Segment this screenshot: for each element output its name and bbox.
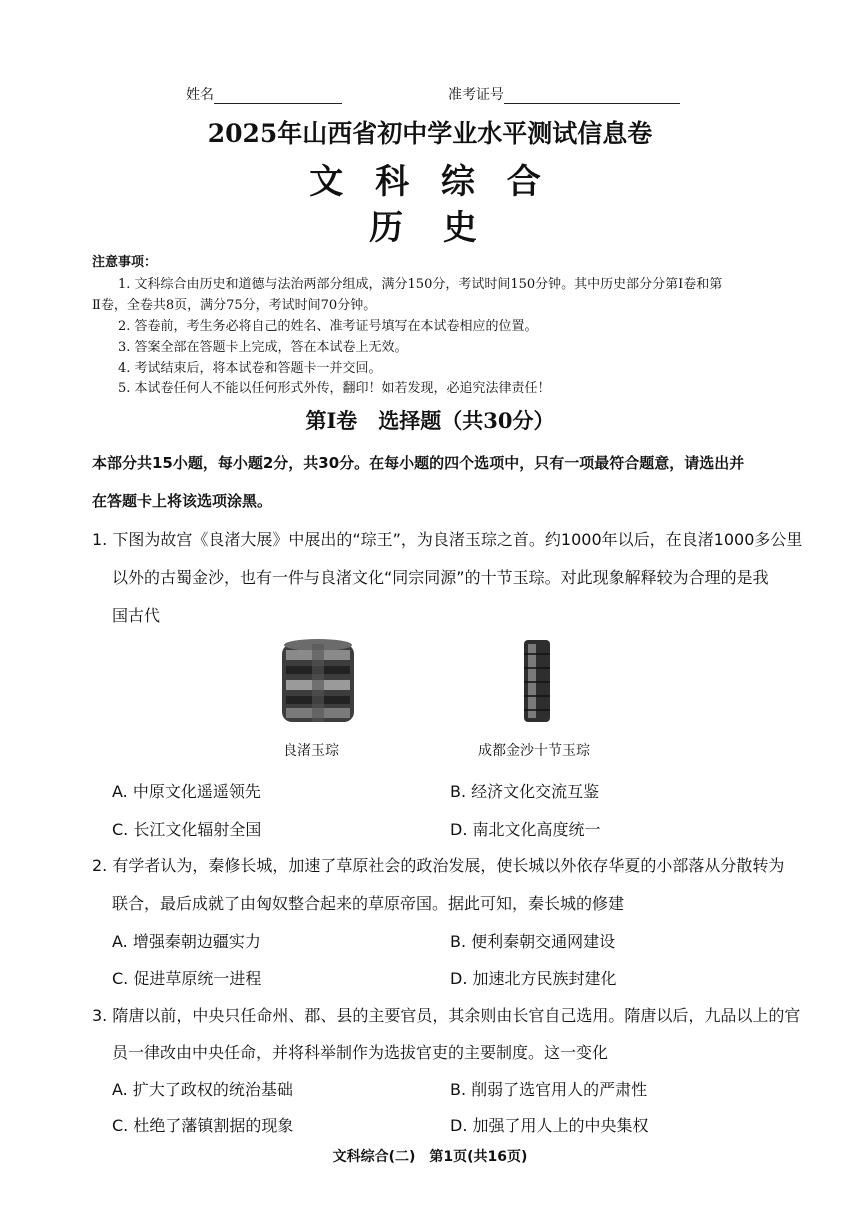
- jinsha-jade-cong-image: [520, 636, 554, 726]
- image-caption: 成都金沙十节玉琮: [478, 743, 590, 759]
- question-stem: 员一律改由中央任命，并将科举制作为选拔官吏的主要制度。这一变化: [112, 1043, 609, 1062]
- option-b: B. 便利秦朝交通网建设: [450, 932, 616, 951]
- page-footer: 文科综合(二) 第1页(共16页): [332, 1149, 528, 1165]
- option-a: A. 中原文化遥遥领先: [112, 782, 261, 801]
- exam-id-field: [448, 84, 680, 104]
- subject-title: 文 科 综 合: [309, 162, 551, 202]
- name-label: 姓名: [186, 87, 214, 103]
- sub-subject-title: 历 史: [369, 208, 491, 248]
- liangzhu-jade-cong-image: [272, 636, 364, 728]
- exam-title: 2025年山西省初中学业水平测试信息卷: [207, 119, 653, 148]
- question-stem: 3. 隋唐以前，中央只任命州、郡、县的主要官员，其余则由长官自己选用。隋唐以后，九品以上的官: [92, 1006, 801, 1025]
- notice-item: 1. 文科综合由历史和道德与法治两部分组成，满分150分，考试时间150分钟。其中历史部分分第Ⅰ卷和第: [118, 277, 723, 292]
- option-b: B. 经济文化交流互鉴: [450, 782, 600, 801]
- notice-item: Ⅱ卷，全卷共8页，满分75分，考试时间70分钟。: [92, 298, 377, 313]
- exam-id-label: 准考证号: [448, 87, 504, 103]
- option-a: A. 增强秦朝边疆实力: [112, 932, 261, 951]
- notice-item: 4. 考试结束后，将本试卷和答题卡一并交回。: [118, 361, 382, 376]
- question-stem: 以外的古蜀金沙，也有一件与良渚文化“同宗同源”的十节玉琮。对此现象解释较为合理的是我: [112, 568, 769, 587]
- question-stem: 1. 下图为故宫《良渚大展》中展出的“琮王”，为良渚玉琮之首。约1000年以后，在良渚1000多公里: [92, 530, 803, 549]
- section-intro: 本部分共15小题，每小题2分，共30分。在每小题的四个选项中，只有一项最符合题意，请选出并: [92, 454, 745, 472]
- notice-item: 5. 本试卷任何人不能以任何形式外传，翻印！如若发现，必追究法律责任！: [118, 381, 551, 396]
- option-b: B. 削弱了选官用人的严肃性: [450, 1080, 648, 1099]
- question-stem: 2. 有学者认为，秦修长城，加速了草原社会的政治发展，使长城以外依存华夏的小部落从分散转为: [92, 856, 785, 875]
- exam-id-blank: [504, 103, 680, 104]
- option-c: C. 长江文化辐射全国: [112, 820, 262, 839]
- option-d: D. 加强了用人上的中央集权: [450, 1116, 649, 1135]
- question-stem: 国古代: [112, 606, 161, 625]
- image-caption: 良渚玉琮: [283, 743, 339, 759]
- question-stem: 联合，最后成就了由匈奴整合起来的草原帝国。据此可知，秦长城的修建: [112, 894, 625, 913]
- notice-item: 3. 答案全部在答题卡上完成，答在本试卷上无效。: [118, 340, 408, 355]
- option-d: D. 南北文化高度统一: [450, 820, 601, 839]
- section-title: 第Ⅰ卷 选择题（共30分）: [305, 408, 555, 433]
- option-d: D. 加速北方民族封建化: [450, 969, 617, 988]
- notice-heading: 注意事项：: [92, 255, 158, 270]
- section-intro: 在答题卡上将该选项涂黑。: [92, 492, 273, 510]
- name-blank: [214, 103, 342, 104]
- option-c: C. 促进草原统一进程: [112, 969, 262, 988]
- name-field: [186, 84, 342, 104]
- option-a: A. 扩大了政权的统治基础: [112, 1080, 293, 1099]
- notice-item: 2. 答卷前，考生务必将自己的姓名、准考证号填写在本试卷相应的位置。: [118, 319, 538, 334]
- option-c: C. 杜绝了藩镇割据的现象: [112, 1116, 294, 1135]
